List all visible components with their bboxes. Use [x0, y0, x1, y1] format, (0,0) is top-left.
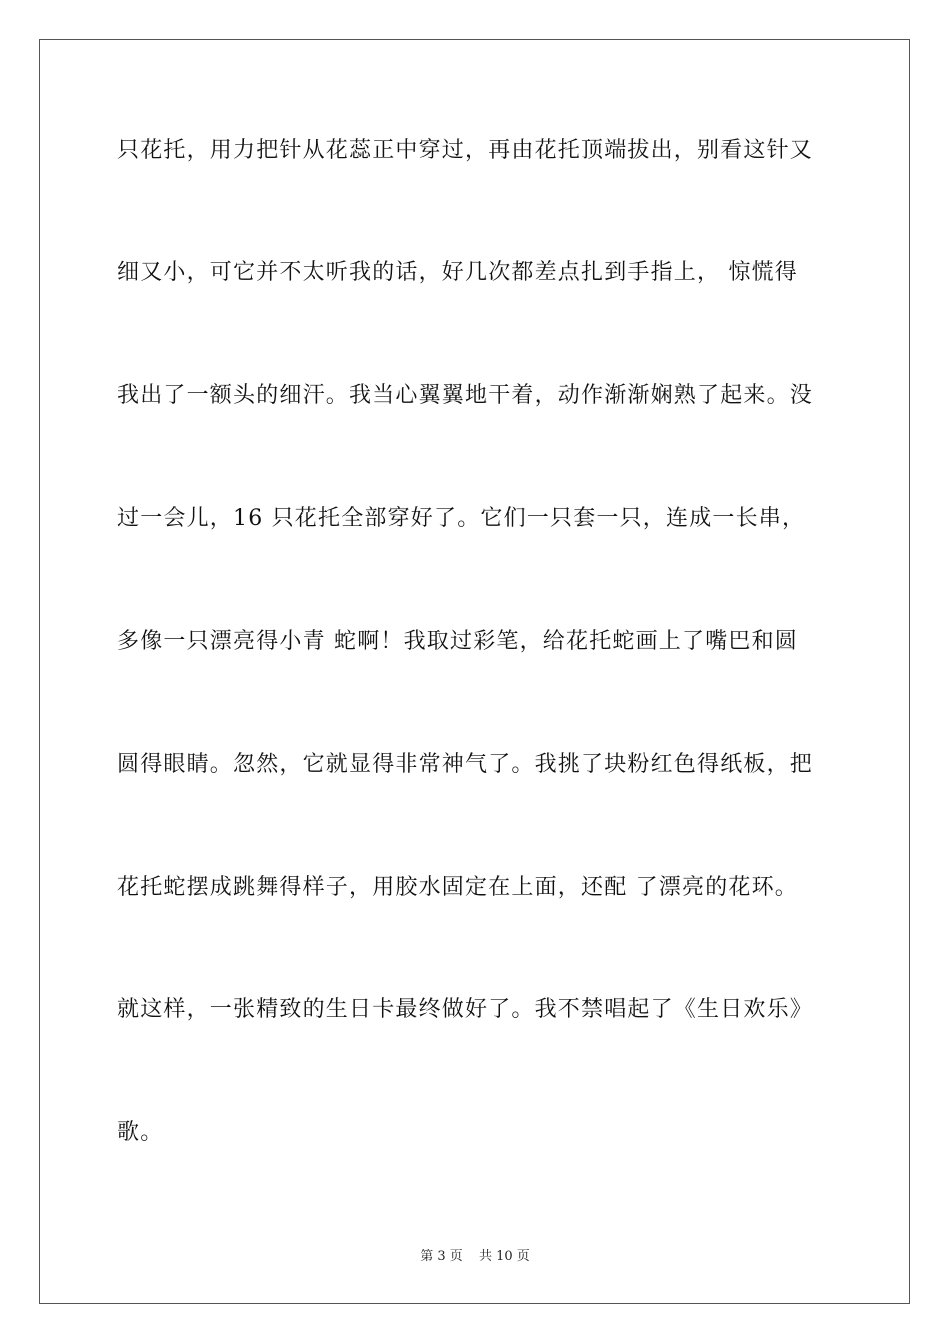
text-line-6: 圆得眼睛。忽然，它就显得非常神气了。我挑了块粉红色得纸板，把 — [117, 752, 814, 777]
text-line-7: 花托蛇摆成跳舞得样子，用胶水固定在上面，还配 了漂亮的花环。 — [117, 875, 798, 900]
text-line-1: 只花托，用力把针从花蕊正中穿过，再由花托顶端拔出，别看这针又 — [117, 138, 814, 163]
text-line-4: 过一会儿，16 只花托全部穿好了。它们一只套一只，连成一长串， — [117, 506, 806, 531]
text-line-9: 歌。 — [117, 1120, 164, 1145]
page-frame — [39, 39, 910, 1304]
page-number: 第 3 页 — [420, 1249, 463, 1264]
text-line-3: 我出了一额头的细汗。我当心翼翼地干着，动作渐渐娴熟了起来。没 — [117, 383, 814, 408]
total-pages: 共 10 页 — [478, 1249, 530, 1264]
text-line-8: 就这样，一张精致的生日卡最终做好了。我不禁唱起了《生日欢乐》 — [117, 997, 814, 1022]
text-line-5: 多像一只漂亮得小青 蛇啊！我取过彩笔，给花托蛇画上了嘴巴和圆 — [117, 629, 798, 654]
text-line-2: 细又小，可它并不太听我的话，好几次都差点扎到手指上， 惊慌得 — [117, 260, 798, 285]
page-footer — [0, 1248, 950, 1266]
